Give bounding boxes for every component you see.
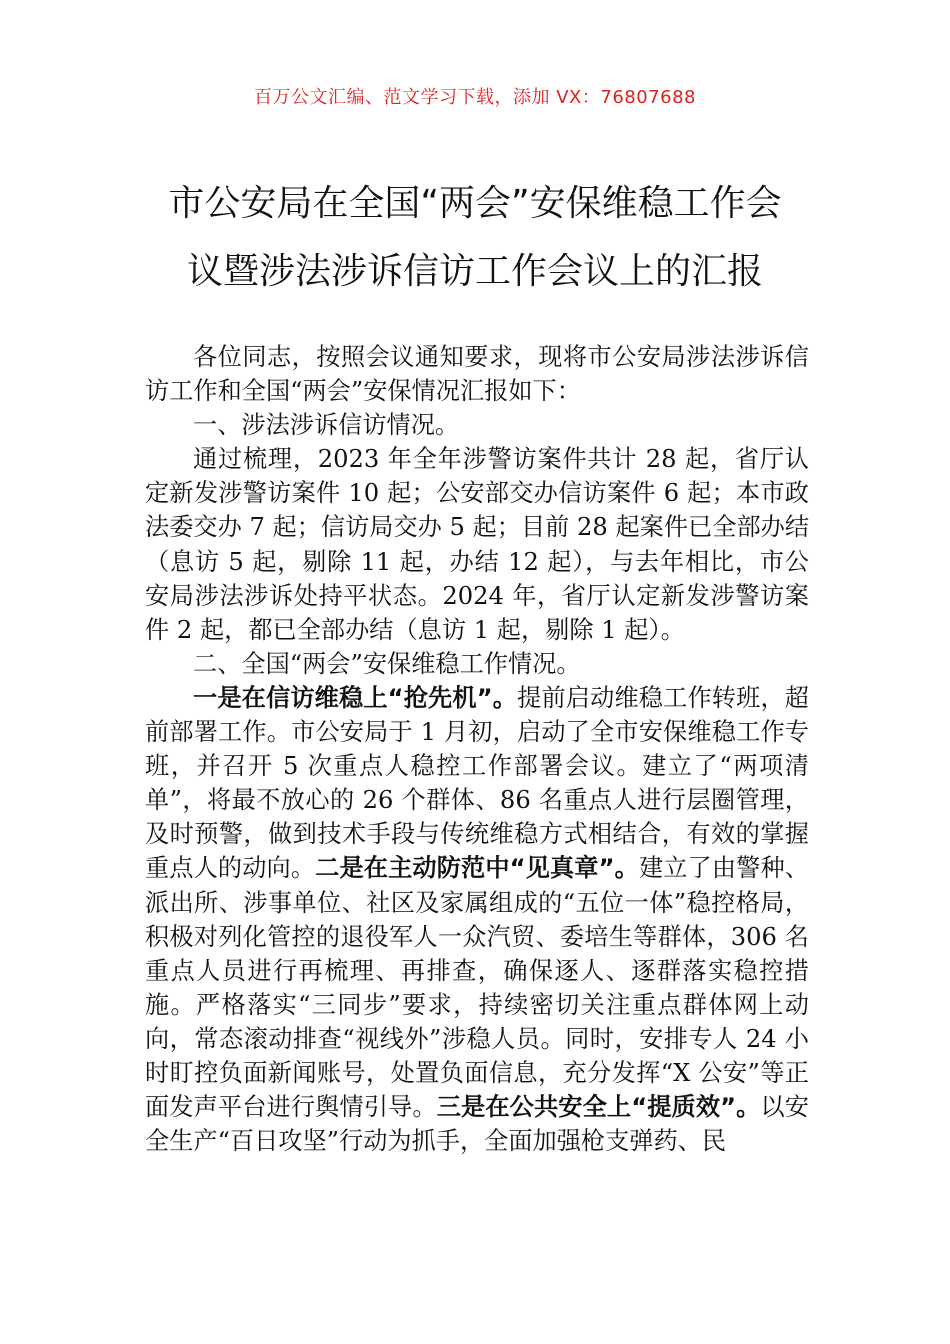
page-title <box>120 170 830 306</box>
point-1-text: 提前启动维稳工作转班，超前部署工作。市公安局于 1 月初，启动了全市安保维稳工作专班，并召开 5 次重点人稳控工作部署会议。建立了“两项清单”，将最不放心的 26 个群体、86 名重点人进行层圈管理，及时预警，做到技术手段与传统维稳方式相结合，有效的掌握重点人的动向。 <box>145 683 809 883</box>
point-3-heading: 三是在公共安全上“提质效”。 <box>436 1093 761 1122</box>
section-2-heading: 二、全国“两会”安保维稳工作情况。 <box>193 649 581 678</box>
section-1-heading: 一、涉法涉诉信访情况。 <box>193 411 460 440</box>
point-3-text: 以安全生产“百日攻坚”行动为抓手，全面加强枪支弹药、民 <box>145 1093 809 1156</box>
title-line-2: 议暨涉法涉诉信访工作会议上的汇报 <box>186 251 763 292</box>
section-2-body <box>145 681 809 1158</box>
document-body <box>145 340 809 1158</box>
section-1-body: 通过梳理，2023 年全年涉警访案件共计 28 起，省厅认定新发涉警访案件 10 起；公安部交办信访案件 6 起；本市政法委交办 7 起；信访局交办 5 起；目前 28 起案件已全部办结（息访 5 起，剔除 11 起，办结 12 起），与去年相比，市公安局涉法涉诉处持平状态。2024 年，省厅认定新发涉警访案件 2 起，都已全部办结（息访 1 起，剔除 1 起）。 <box>145 445 810 644</box>
point-1-heading: 一是在信访维稳上“抢先机”。 <box>193 683 518 712</box>
point-2-heading: 二是在主动防范中“见真章”。 <box>315 854 639 883</box>
intro-paragraph: 各位同志，按照会议通知要求，现将市公安局涉法涉诉信访工作和全国“两会”安保情况汇报如下： <box>145 343 809 406</box>
title-line-1: 市公安局在全国“两会”安保维稳工作会 <box>168 183 782 224</box>
promo-banner: 百万公文汇编、范文学习下载，添加 VX：76807688 <box>254 87 696 108</box>
point-2-text: 建立了由警种、派出所、涉事单位、社区及家属组成的“五位一体”稳控格局，积极对列化管控的退役军人一众汽贸、委培生等群体，306 名重点人员进行再梳理、再排查，确保逐人、逐群落实稳控措施。严格落实“三同步”要求，持续密切关注重点群体网上动向，常态滚动排查“视线外”涉稳人员。同时，安排专人 24 小时盯控负面新闻账号，处置负面信息，充分发挥“X 公安”等正面发声平台进行舆情引导。 <box>145 854 809 1122</box>
